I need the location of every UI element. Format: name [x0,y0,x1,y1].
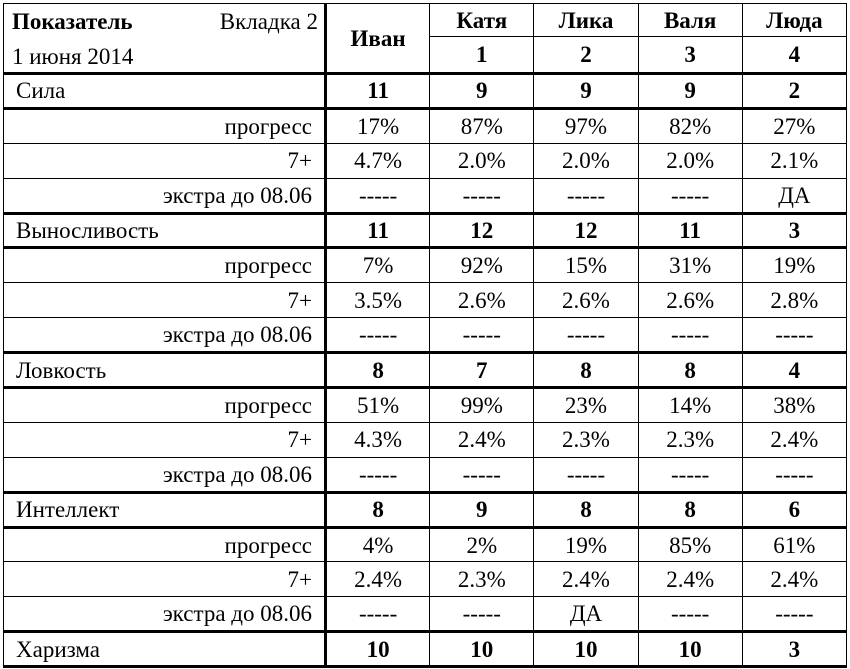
sub-value-extra: ----- [742,597,846,632]
sub-value-extra: ----- [326,318,430,353]
stat-value: 10 [326,632,430,667]
sub-value-progress: 23% [534,388,638,423]
stat-name: Харизма [4,632,326,667]
sub-value-extra: ----- [534,178,638,213]
stat-value: 6 [742,492,846,527]
stat-row [4,492,847,527]
sub-value-progress: 7% [326,248,430,283]
person-header-ivan: Иван [326,4,430,74]
sub-label-extra: экстра до 08.06 [4,178,326,213]
table-title: Показатель [12,9,133,34]
sub-value-extra: ----- [638,597,742,632]
stat-value: 9 [430,492,534,527]
sub-value-seven-plus: 2.1% [742,143,846,178]
person-number-lika: 2 [534,37,638,74]
sub-label-seven-plus: 7+ [4,562,326,597]
sub-value-extra: ----- [742,457,846,492]
stat-value: 8 [638,492,742,527]
stat-value: 2 [742,74,846,109]
sub-label-seven-plus: 7+ [4,422,326,457]
stat-value: 4 [742,353,846,388]
sub-value-seven-plus: 2.4% [742,422,846,457]
sub-row-seven-plus [4,283,847,318]
person-number-valya: 3 [638,37,742,74]
sub-value-seven-plus: 2.8% [742,283,846,318]
sub-row-extra [4,457,847,492]
sub-value-progress: 99% [430,388,534,423]
sub-value-progress: 51% [326,388,430,423]
sub-row-extra [4,597,847,632]
sub-row-progress [4,108,847,143]
stat-value: 11 [326,74,430,109]
sub-value-progress: 31% [638,248,742,283]
sub-label-extra: экстра до 08.06 [4,457,326,492]
sub-label-extra: экстра до 08.06 [4,597,326,632]
stat-value: 3 [742,213,846,248]
stat-name: Выносливость [4,213,326,248]
sub-value-extra: ----- [534,457,638,492]
stat-row [4,74,847,109]
stat-value: 11 [326,213,430,248]
sub-value-extra: ДА [742,178,846,213]
sub-value-seven-plus: 2.4% [638,562,742,597]
stat-row [4,632,847,667]
sub-value-seven-plus: 2.3% [430,562,534,597]
sub-value-seven-plus: 2.0% [430,143,534,178]
sub-value-progress: 17% [326,108,430,143]
person-number-lyuda: 4 [742,37,846,74]
sub-value-progress: 87% [430,108,534,143]
sub-value-progress: 97% [534,108,638,143]
sub-row-progress [4,388,847,423]
sub-row-seven-plus [4,143,847,178]
sub-value-seven-plus: 2.0% [534,143,638,178]
sub-value-progress: 15% [534,248,638,283]
tab-label: Вкладка 2 [219,9,318,34]
stat-value: 8 [326,492,430,527]
stat-value: 9 [638,74,742,109]
sub-value-progress: 2% [430,527,534,562]
stat-value: 10 [638,632,742,667]
sub-value-extra: ----- [430,178,534,213]
sub-label-progress: прогресс [4,248,326,283]
sub-value-progress: 82% [638,108,742,143]
person-header-katya: Катя [430,4,534,37]
stat-name: Ловкость [4,353,326,388]
stat-value: 3 [742,632,846,667]
stat-value: 10 [534,632,638,667]
sub-value-progress: 27% [742,108,846,143]
sub-value-extra: ----- [638,178,742,213]
sub-value-seven-plus: 2.4% [534,562,638,597]
sub-value-seven-plus: 2.0% [638,143,742,178]
stats-table [3,3,847,668]
person-header-lika: Лика [534,4,638,37]
stat-name: Сила [4,74,326,109]
sub-label-extra: экстра до 08.06 [4,318,326,353]
sub-value-seven-plus: 4.7% [326,143,430,178]
stat-name: Интеллект [4,492,326,527]
sub-value-extra: ----- [430,318,534,353]
sub-value-extra: ----- [638,457,742,492]
sub-value-progress: 85% [638,527,742,562]
sub-value-extra: ----- [326,597,430,632]
header-row-names [4,4,847,37]
sub-row-seven-plus [4,422,847,457]
sub-label-progress: прогресс [4,108,326,143]
person-header-valya: Валя [638,4,742,37]
sub-label-seven-plus: 7+ [4,143,326,178]
sub-row-extra [4,178,847,213]
sub-value-extra: ----- [534,318,638,353]
sub-value-seven-plus: 3.5% [326,283,430,318]
sub-value-progress: 92% [430,248,534,283]
sub-row-progress [4,248,847,283]
sub-value-seven-plus: 2.4% [742,562,846,597]
sub-row-seven-plus [4,562,847,597]
stat-value: 12 [534,213,638,248]
stat-row [4,353,847,388]
stat-value: 12 [430,213,534,248]
sub-value-progress: 14% [638,388,742,423]
stat-value: 9 [534,74,638,109]
sub-value-seven-plus: 2.6% [534,283,638,318]
sub-value-seven-plus: 2.3% [638,422,742,457]
sub-value-progress: 38% [742,388,846,423]
stat-value: 7 [430,353,534,388]
sub-label-progress: прогресс [4,388,326,423]
stat-value: 9 [430,74,534,109]
sub-value-seven-plus: 4.3% [326,422,430,457]
sub-label-seven-plus: 7+ [4,283,326,318]
person-number-katya: 1 [430,37,534,74]
sub-value-progress: 4% [326,527,430,562]
sub-row-progress [4,527,847,562]
sub-value-extra: ----- [430,597,534,632]
sub-value-extra: ----- [326,457,430,492]
stat-value: 11 [638,213,742,248]
sub-value-progress: 19% [534,527,638,562]
sub-value-seven-plus: 2.4% [430,422,534,457]
table-date: 1 июня 2014 [12,44,134,69]
stat-value: 8 [326,353,430,388]
sub-value-extra: ----- [638,318,742,353]
sub-label-progress: прогресс [4,527,326,562]
stat-value: 10 [430,632,534,667]
person-header-lyuda: Люда [742,4,846,37]
sub-value-extra: ДА [534,597,638,632]
stat-value: 8 [534,353,638,388]
sub-value-seven-plus: 2.3% [534,422,638,457]
stats-table-body [4,4,847,667]
stat-value: 8 [534,492,638,527]
sub-value-seven-plus: 2.6% [638,283,742,318]
sub-value-extra: ----- [742,318,846,353]
stat-row [4,213,847,248]
sub-value-extra: ----- [326,178,430,213]
sub-value-seven-plus: 2.4% [326,562,430,597]
sub-row-extra [4,318,847,353]
sub-value-extra: ----- [430,457,534,492]
sub-value-progress: 61% [742,527,846,562]
sub-value-progress: 19% [742,248,846,283]
table-corner [4,4,326,74]
sub-value-seven-plus: 2.6% [430,283,534,318]
stat-value: 8 [638,353,742,388]
